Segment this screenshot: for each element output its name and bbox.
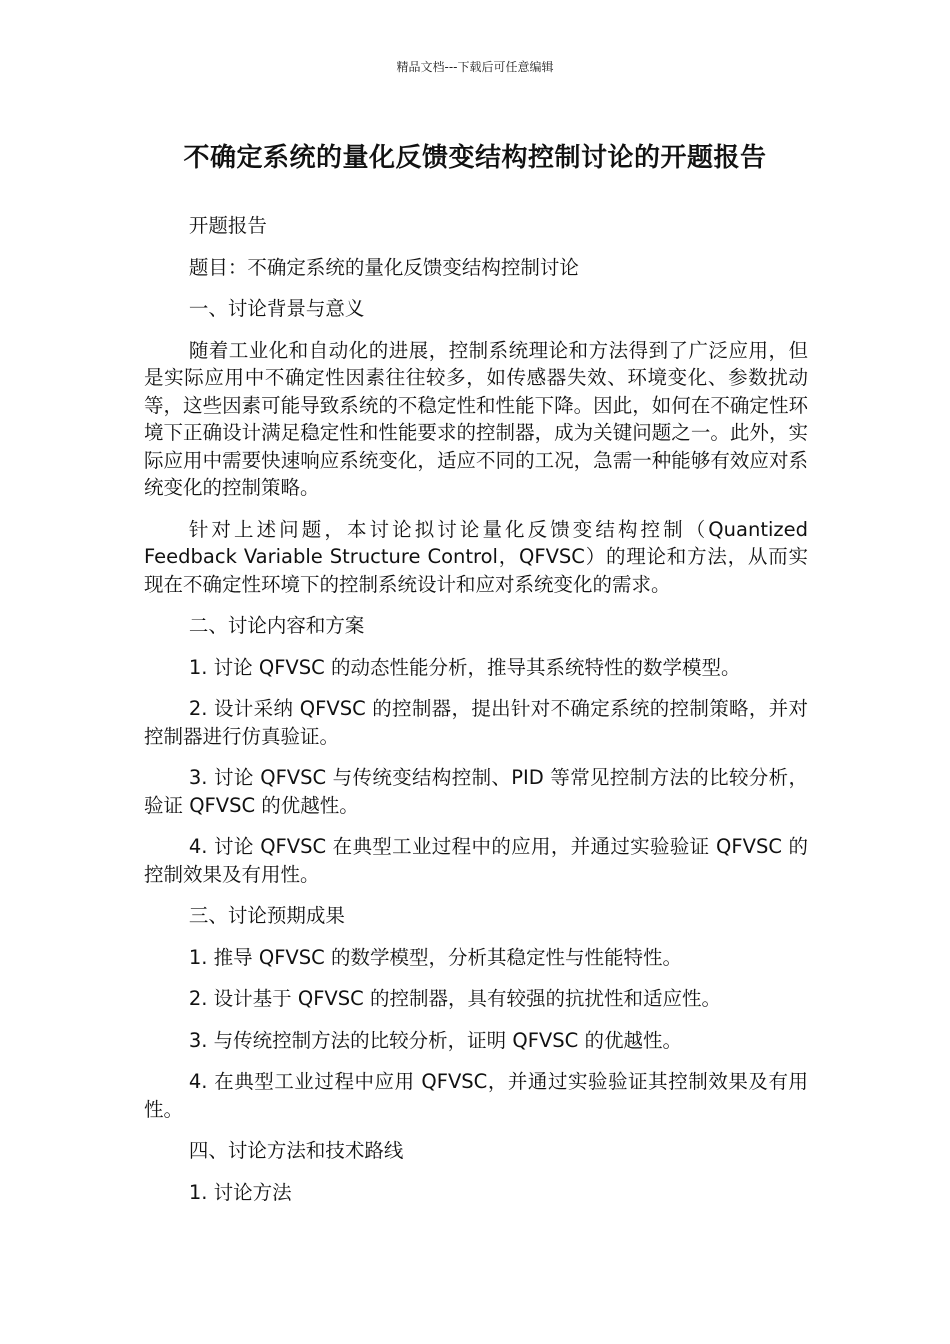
outcome-item-2: 2. 设计基于 QFVSC 的控制器，具有较强的抗扰性和适应性。 bbox=[188, 987, 721, 1010]
outcome-item-4: 4. 在典型工业过程中应用 QFVSC，并通过实验验证其控制效果及有用性。 bbox=[144, 1070, 808, 1121]
document-body bbox=[144, 212, 808, 1220]
content-item-1: 1. 讨论 QFVSC 的动态性能分析，推导其系统特性的数学模型。 bbox=[188, 655, 741, 679]
section-heading-3: 三、讨论预期成果 bbox=[188, 904, 345, 927]
section-label: 开题报告 bbox=[188, 214, 267, 237]
content-item-2: 2. 设计采纳 QFVSC 的控制器，提出针对不确定系统的控制策略，并对控制器进行仿真验证。 bbox=[144, 697, 808, 748]
method-item-1: 1. 讨论方法 bbox=[188, 1180, 292, 1204]
topic-line: 题目：不确定系统的量化反馈变结构控制讨论 bbox=[188, 255, 579, 279]
approach-paragraph: 针对上述问题，本讨论拟讨论量化反馈变结构控制（Quantized Feedback Variable Structure Control，QFVSC）的理论和方法，从而实现在不确定性环境下的控制系统设计和应对系统变化的需求。 bbox=[144, 517, 808, 596]
section-heading-4: 四、讨论方法和技术路线 bbox=[188, 1139, 404, 1162]
outcome-item-3: 3. 与传统控制方法的比较分析，证明 QFVSC 的优越性。 bbox=[188, 1028, 682, 1052]
content-item-3: 3. 讨论 QFVSC 与传统变结构控制、PID 等常见控制方法的比较分析，验证 QFVSC 的优越性。 bbox=[144, 766, 808, 817]
header-note: 精品文档---下载后可任意编辑 bbox=[396, 60, 554, 74]
content-item-4: 4. 讨论 QFVSC 在典型工业过程中的应用，并通过实验验证 QFVSC 的控制效果及有用性。 bbox=[144, 835, 808, 886]
section-heading-2: 二、讨论内容和方案 bbox=[188, 614, 365, 637]
document-title: 不确定系统的量化反馈变结构控制讨论的开题报告 bbox=[183, 143, 767, 173]
outcome-item-1: 1. 推导 QFVSC 的数学模型，分析其稳定性与性能特性。 bbox=[188, 945, 682, 969]
section-heading-1: 一、讨论背景与意义 bbox=[188, 297, 365, 320]
background-paragraph: 随着工业化和自动化的进展，控制系统理论和方法得到了广泛应用，但是实际应用中不确定性因素往往较多，如传感器失效、环境变化、参数扰动等，这些因素可能导致系统的不稳定性和性能下降。因此，如何在不确定性环境下正确设计满足稳定性和性能要求的控制器，成为关键问题之一。此外，实际应用中需要快速响应系统变化，适应不同的工况，急需一种能够有效应对系统变化的控制策略。 bbox=[144, 338, 808, 499]
